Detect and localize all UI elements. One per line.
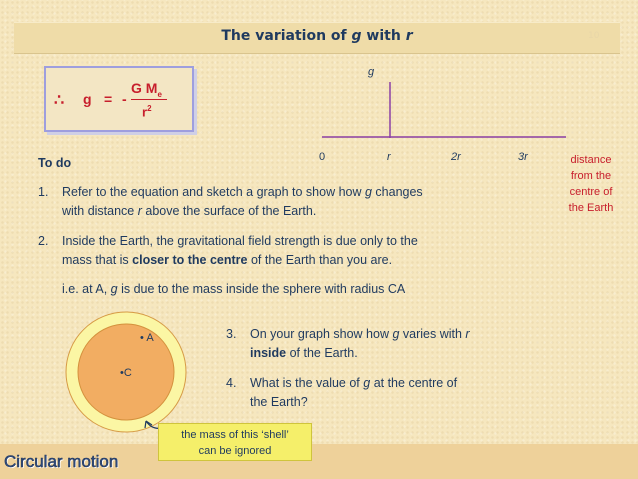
todo-item-3: On your graph show how g varies with r inside of the Earth. bbox=[250, 327, 470, 360]
todo-item-4: What is the value of g at the centre of the Earth? bbox=[250, 376, 458, 409]
x-tick-0: 0 bbox=[319, 151, 326, 163]
ie-note: i.e. at A, g is due to the mass inside the sphere with radius CA bbox=[62, 282, 406, 296]
item-number-4: 4. bbox=[226, 376, 237, 390]
therefore-symbol: ∴ bbox=[54, 92, 65, 109]
x-axis-label: distance from the centre of the Earth bbox=[568, 154, 614, 214]
equation-minus: - bbox=[122, 91, 127, 107]
x-tick-2r: 2r bbox=[451, 151, 461, 163]
y-axis-label: g bbox=[368, 66, 375, 78]
point-a: • A bbox=[140, 332, 154, 344]
todo-heading: To do bbox=[38, 156, 72, 170]
x-tick-r: r bbox=[387, 151, 391, 163]
todo-item-1: Refer to the equation and sketch a graph to show how g changes with distance r above the surface of the Earth. bbox=[62, 185, 423, 218]
equation-g: g bbox=[83, 91, 92, 107]
footer-title: Circular motion bbox=[4, 452, 119, 471]
slide-number: 10 bbox=[588, 31, 600, 41]
item-number-1: 1. bbox=[38, 185, 49, 199]
item-number-3: 3. bbox=[226, 327, 237, 341]
equation-numerator: G $M_e$ bbox=[131, 80, 162, 99]
shell-callout: the mass of this ‘shell’ can be ignored bbox=[158, 423, 312, 461]
x-tick-3r: 3r bbox=[518, 151, 528, 163]
item-number-2: 2. bbox=[38, 234, 49, 248]
equation-denominator: $r^2$ bbox=[142, 104, 152, 120]
point-c: •C bbox=[120, 367, 132, 379]
todo-item-2: Inside the Earth, the gravitational field strength is due only to the mass that is closer to the centre of the Earth than you are. bbox=[62, 234, 418, 267]
slide-title: The variation of g with r bbox=[221, 28, 413, 44]
equation-equals: = bbox=[104, 91, 113, 107]
